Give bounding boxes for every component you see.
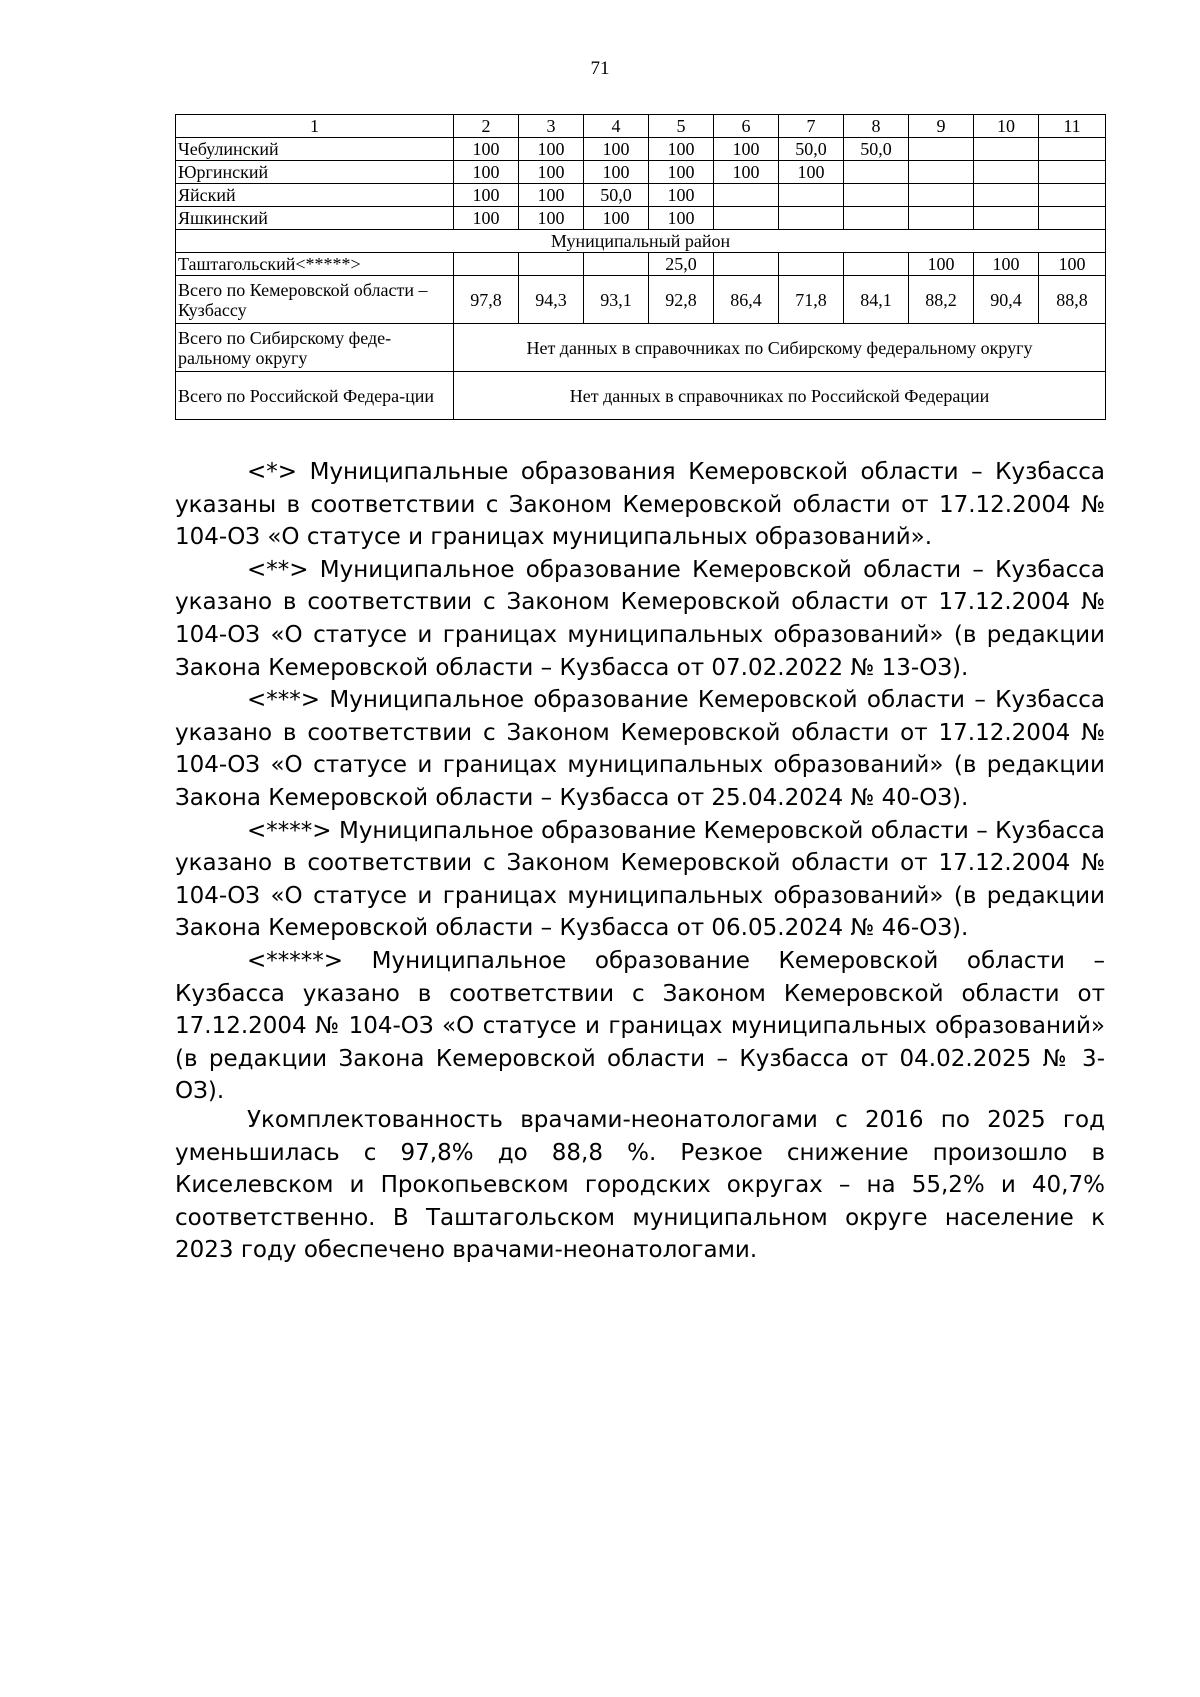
table-cell bbox=[844, 207, 909, 230]
table-cell: 100 bbox=[454, 207, 519, 230]
table-cell bbox=[454, 253, 519, 276]
table-cell bbox=[1039, 184, 1106, 207]
row-name-cell: Всего по Кемеровской области – Кузбассу bbox=[176, 276, 454, 324]
table-cell bbox=[779, 253, 844, 276]
table-cell: 100 bbox=[584, 161, 649, 184]
table-cell: 100 bbox=[519, 161, 584, 184]
table-cell: 100 bbox=[714, 161, 779, 184]
table-cell bbox=[1039, 161, 1106, 184]
row-name-cell: Чебулинский bbox=[176, 138, 454, 161]
table-header-cell: 3 bbox=[519, 115, 584, 138]
footnote: <****> Муниципальное образование Кемеровской области – Кузбасса указано в соответствии с Законом Кемеровской области от 17.12.2004 № 104-ОЗ «О статусе и границах муниципальных образований» (в редакции Закона Кемеровской области – Кузбасса от 06.05.2024 № 46-ОЗ). bbox=[175, 817, 1105, 942]
table-cell: 100 bbox=[909, 253, 974, 276]
table-row bbox=[176, 184, 1106, 207]
page-number: 71 bbox=[590, 58, 610, 79]
table-cell bbox=[1039, 138, 1106, 161]
no-data-cell: Нет данных в справочниках по Российской Федерации bbox=[454, 372, 1106, 420]
table-cell: 100 bbox=[714, 138, 779, 161]
table-cell bbox=[779, 207, 844, 230]
row-name-cell: Всего по Российской Федера-ции bbox=[176, 372, 454, 420]
table-cell bbox=[714, 184, 779, 207]
table-section-row bbox=[176, 230, 1106, 253]
table-row bbox=[176, 324, 1106, 372]
table-cell bbox=[909, 207, 974, 230]
table-row bbox=[176, 253, 1106, 276]
table-cell bbox=[1039, 207, 1106, 230]
table-cell bbox=[779, 184, 844, 207]
section-label: Муниципальный район bbox=[176, 230, 1106, 253]
table-cell: 100 bbox=[974, 253, 1039, 276]
table-cell: 50,0 bbox=[779, 138, 844, 161]
table-cell: 100 bbox=[454, 138, 519, 161]
table-row bbox=[176, 138, 1106, 161]
table-cell: 88,8 bbox=[1039, 276, 1106, 324]
table-cell bbox=[909, 138, 974, 161]
table-cell bbox=[974, 184, 1039, 207]
table-cell: 86,4 bbox=[714, 276, 779, 324]
table-cell bbox=[974, 161, 1039, 184]
table-header-cell: 7 bbox=[779, 115, 844, 138]
table-row bbox=[176, 276, 1106, 324]
table-header-cell: 6 bbox=[714, 115, 779, 138]
table-cell bbox=[844, 253, 909, 276]
table-cell bbox=[909, 161, 974, 184]
table-cell: 97,8 bbox=[454, 276, 519, 324]
table-cell: 50,0 bbox=[844, 138, 909, 161]
row-name-cell: Таштагольский<*****> bbox=[176, 253, 454, 276]
table-cell: 84,1 bbox=[844, 276, 909, 324]
table-header-cell: 5 bbox=[649, 115, 714, 138]
table-cell bbox=[974, 138, 1039, 161]
table-cell: 100 bbox=[1039, 253, 1106, 276]
table-cell: 100 bbox=[454, 184, 519, 207]
table-cell: 71,8 bbox=[779, 276, 844, 324]
table-cell: 50,0 bbox=[584, 184, 649, 207]
table-cell bbox=[714, 207, 779, 230]
table-cell: 88,2 bbox=[909, 276, 974, 324]
table-cell: 100 bbox=[454, 161, 519, 184]
table-header-cell: 11 bbox=[1039, 115, 1106, 138]
table-cell bbox=[844, 161, 909, 184]
table-cell: 100 bbox=[519, 184, 584, 207]
footnote: <***> Муниципальное образование Кемеровской области – Кузбасса указано в соответствии с Законом Кемеровской области от 17.12.2004 № 104-ОЗ «О статусе и границах муниципальных образований» (в редакции Закона Кемеровской области – Кузбасса от 25.04.2024 № 40-ОЗ). bbox=[175, 687, 1105, 811]
table-cell: 100 bbox=[649, 138, 714, 161]
table-row bbox=[176, 207, 1106, 230]
table-cell: 100 bbox=[584, 207, 649, 230]
table-header-cell: 9 bbox=[909, 115, 974, 138]
table-cell bbox=[714, 253, 779, 276]
table-header-row bbox=[176, 115, 1106, 138]
table-header-cell: 2 bbox=[454, 115, 519, 138]
table-cell bbox=[844, 184, 909, 207]
table-cell: 100 bbox=[584, 138, 649, 161]
summary-paragraph: Укомплектованность врачами-неонатологами с 2016 по 2025 год уменьшилась с 97,8% до 88,8 %. Резкое снижение произошло в Киселевском и Прокопьевском городских округах – на 55,2% и 40,7% соответственно. В Таштагольском муниципальном округе население к 2023 году обеспечено врачами-неонатологами. bbox=[175, 1107, 1105, 1264]
data-table bbox=[175, 114, 1106, 420]
table-cell: 100 bbox=[519, 207, 584, 230]
table-header-cell: 8 bbox=[844, 115, 909, 138]
table-cell bbox=[909, 184, 974, 207]
row-name-cell: Яйский bbox=[176, 184, 454, 207]
table-cell: 100 bbox=[779, 161, 844, 184]
table-header-cell: 1 bbox=[176, 115, 454, 138]
table-cell: 100 bbox=[649, 207, 714, 230]
table-cell bbox=[584, 253, 649, 276]
footnotes bbox=[175, 456, 1105, 1108]
table-cell: 100 bbox=[649, 161, 714, 184]
footnote: <*> Муниципальные образования Кемеровской области – Кузбасса указаны в соответствии с Законом Кемеровской области от 17.12.2004 № 104-ОЗ «О статусе и границах муниципальных образований». bbox=[175, 459, 1105, 551]
table-cell bbox=[974, 207, 1039, 230]
row-name-cell: Яшкинский bbox=[176, 207, 454, 230]
table-cell: 100 bbox=[649, 184, 714, 207]
table-cell: 93,1 bbox=[584, 276, 649, 324]
table-row bbox=[176, 161, 1106, 184]
table-cell: 92,8 bbox=[649, 276, 714, 324]
footnote: <**> Муниципальное образование Кемеровской области – Кузбасса указано в соответствии с Законом Кемеровской области от 17.12.2004 № 104-ОЗ «О статусе и границах муниципальных образований» (в редакции Закона Кемеровской области – Кузбасса от 07.02.2022 № 13-ОЗ). bbox=[175, 556, 1105, 681]
table-cell: 90,4 bbox=[974, 276, 1039, 324]
table-row bbox=[176, 372, 1106, 420]
row-name-cell: Всего по Сибирскому феде-ральному округу bbox=[176, 324, 454, 372]
table-cell: 100 bbox=[519, 138, 584, 161]
table-header-cell: 10 bbox=[974, 115, 1039, 138]
no-data-cell: Нет данных в справочниках по Сибирскому федеральному округу bbox=[454, 324, 1106, 372]
footnote: <*****> Муниципальное образование Кемеровской области – Кузбасса указано в соответствии с Законом Кемеровской области от 17.12.2004 № 104-ОЗ «О статусе и границах муниципальных образований» (в редакции Закона Кемеровской области – Кузбасса от 04.02.2025 № 3-ОЗ). bbox=[175, 947, 1105, 1105]
table-cell: 94,3 bbox=[519, 276, 584, 324]
summary-paragraph-block bbox=[175, 1104, 1105, 1267]
table-header-cell: 4 bbox=[584, 115, 649, 138]
table-cell bbox=[519, 253, 584, 276]
table-cell: 25,0 bbox=[649, 253, 714, 276]
row-name-cell: Юргинский bbox=[176, 161, 454, 184]
